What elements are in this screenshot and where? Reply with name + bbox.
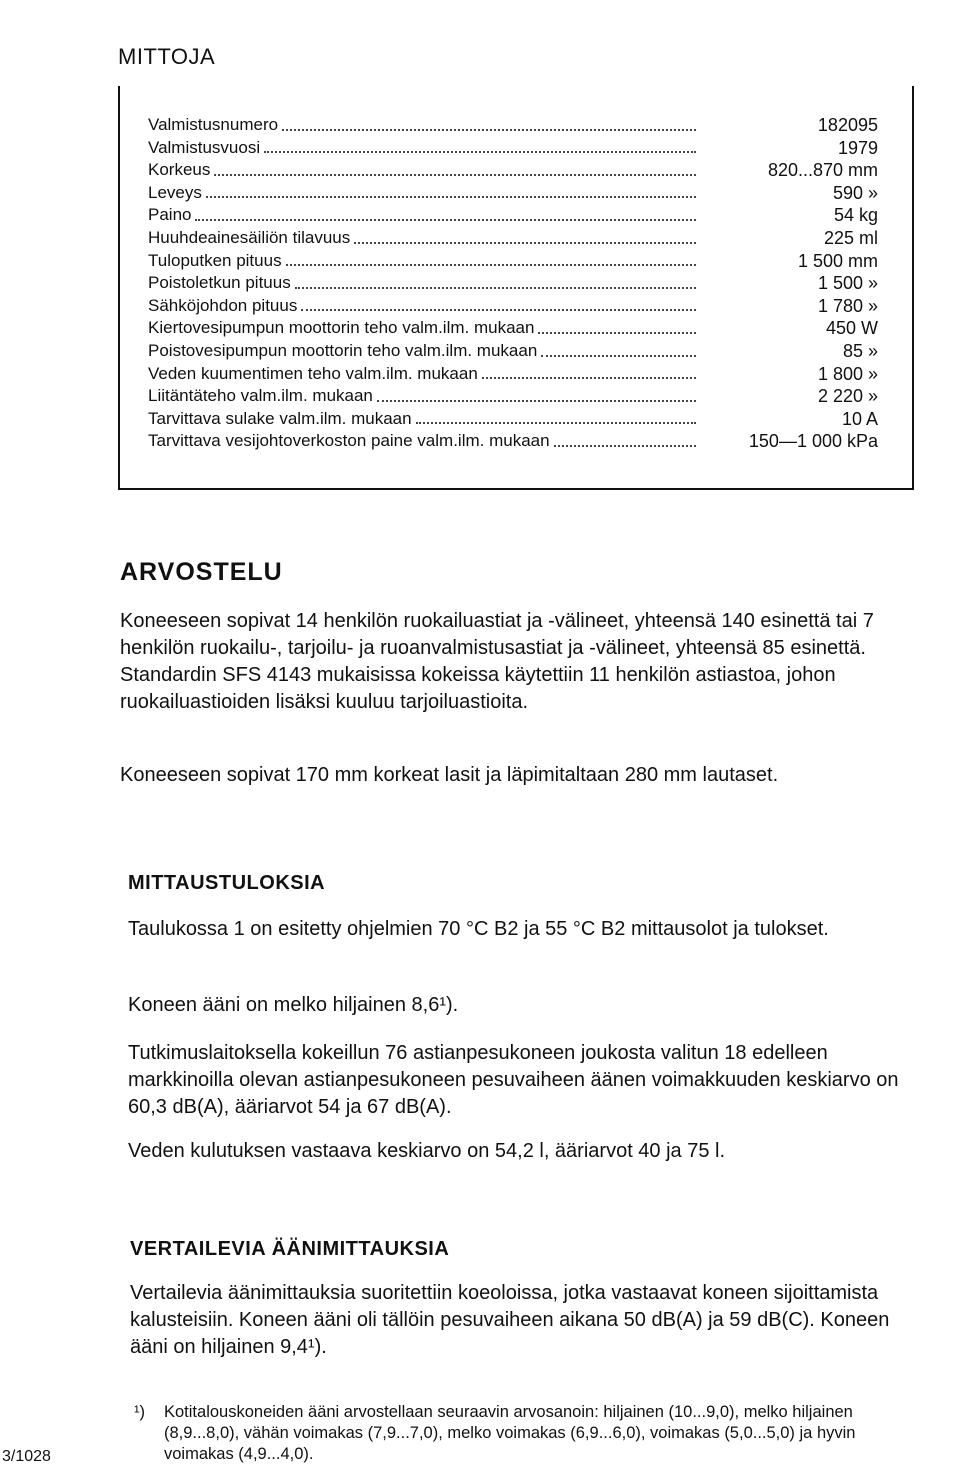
spec-row: [148, 114, 878, 137]
spec-row: [148, 227, 878, 250]
mittaustuloksia-paragraph-2: Koneen ääni on melko hiljainen 8,6¹).: [128, 994, 459, 1016]
spec-value: 2 220 »: [817, 386, 878, 407]
leader-dots: [295, 272, 696, 289]
leader-dots: [538, 317, 696, 334]
spec-row: [148, 182, 878, 205]
footnote-marker: ¹): [134, 1403, 145, 1421]
spec-label: Liitäntäteho valm.ilm. mukaan: [148, 386, 373, 406]
spec-value: 1 500 »: [817, 273, 878, 294]
spec-row: [148, 408, 878, 431]
arvostelu-paragraph-2: Koneeseen sopivat 170 mm korkeat lasit ja läpimitaltaan 280 mm lautaset.: [120, 764, 779, 786]
spec-label: Paino: [148, 205, 192, 225]
spec-row: [148, 295, 878, 318]
spec-value: 1979: [837, 137, 878, 158]
leader-dots: [482, 363, 696, 380]
spec-row: [148, 363, 878, 386]
leader-dots: [195, 204, 696, 221]
spec-label: Valmistusvuosi: [148, 137, 261, 157]
mittaustuloksia-paragraph-3: Tutkimuslaitoksella kokeillun 76 astianpesukoneen joukosta valitun 18 edelleen markkinoilla olevan astianpesukoneen pesuvaiheen äänen voimakkuuden keskiarvo on 60,3 dB(A), ääriarvot 54 ja 67 dB(A).: [128, 1042, 899, 1118]
spec-label: Huuhdeainesäiliön tilavuus: [148, 227, 351, 247]
leader-dots: [554, 430, 696, 447]
vertailevia-paragraph: Vertailevia äänimittauksia suoritettiin koeoloissa, jotka vastaavat koneen sijoittamista kalusteisiin. Koneen ääni oli tällöin pesuvaiheen aikana 50 dB(A) ja 59 dB(C). Koneen ääni on hiljainen 9,4¹).: [130, 1282, 890, 1358]
page-number: 3/1028: [2, 1448, 51, 1465]
spec-row: [148, 272, 878, 295]
leader-dots: [264, 137, 696, 154]
leader-dots: [282, 114, 696, 131]
mittoja-heading: MITTOJA: [118, 44, 216, 69]
spec-row: [148, 159, 878, 182]
spec-row: [148, 317, 878, 340]
spec-value: 1 780 »: [817, 295, 878, 316]
footnote-text: Kotitalouskoneiden ääni arvostellaan seuraavin arvosanoin: hiljainen (10...9,0), melko hiljainen (8,9...8,0), vähän voimakas (7,9...7,0), melko voimakas (6,9...6,0), voimakas (5,0...5,0) ja hyvin voimakas (4,9...4,0).: [164, 1403, 856, 1463]
leader-dots: [206, 182, 696, 199]
spec-label: Tuloputken pituus: [148, 250, 282, 270]
spec-label: Sähköjohdon pituus: [148, 295, 298, 315]
spec-value: 450 W: [825, 318, 878, 339]
spec-label: Kiertovesipumpun moottorin teho valm.ilm. mukaan: [148, 318, 535, 338]
arvostelu-paragraph-1: Koneeseen sopivat 14 henkilön ruokailuastiat ja -välineet, yhteensä 140 esinettä tai 7 henkilön ruokailu-, tarjoilu- ja ruoanvalmistusastiat ja -välineet, yhteensä 85 esinettä. Standardin SFS 4143 mukaisissa kokeissa käytettiin 11 henkilön astiastoa, johon ruokailuastioiden lisäksi kuuluu tarjoiluastioita.: [120, 610, 874, 713]
mittaustuloksia-paragraph-1: Taulukossa 1 on esitetty ohjelmien 70 °C B2 ja 55 °C B2 mittausolot ja tulokset.: [128, 918, 829, 940]
spec-label: Veden kuumentimen teho valm.ilm. mukaan: [148, 363, 478, 383]
mittaustuloksia-paragraph-4: Veden kulutuksen vastaava keskiarvo on 54,2 l, ääriarvot 40 ja 75 l.: [128, 1140, 726, 1162]
spec-value: 182095: [817, 115, 878, 135]
spec-label: Tarvittava sulake valm.ilm. mukaan: [148, 408, 412, 428]
spec-label: Poistoletkun pituus: [148, 273, 291, 293]
leader-dots: [541, 340, 696, 357]
spec-row: [148, 204, 878, 227]
spec-value: 820...870 mm: [767, 160, 878, 181]
leader-dots: [354, 227, 696, 244]
spec-label: Tarvittava vesijohtoverkoston paine valm.ilm. mukaan: [148, 431, 550, 451]
spec-value: 10 A: [841, 408, 878, 429]
leader-dots: [377, 385, 696, 402]
vertailevia-heading: VERTAILEVIA ÄÄNIMITTAUKSIA: [130, 1238, 450, 1260]
leader-dots: [286, 250, 696, 267]
mittaustuloksia-heading: MITTAUSTULOKSIA: [128, 872, 326, 894]
spec-label: Valmistusnumero: [148, 115, 279, 134]
spec-value: 54 kg: [833, 205, 878, 226]
spec-label: Poistovesipumpun moottorin teho valm.ilm. mukaan: [148, 340, 538, 360]
spec-label: Korkeus: [148, 160, 211, 180]
leader-dots: [214, 159, 696, 176]
spec-row: [148, 430, 878, 453]
spec-value: 225 ml: [823, 227, 878, 248]
spec-row: [148, 137, 878, 160]
spec-row: [148, 385, 878, 408]
leader-dots: [416, 408, 696, 425]
spec-value: 85 »: [842, 340, 878, 361]
spec-value: 1 500 mm: [797, 250, 878, 271]
arvostelu-heading: ARVOSTELU: [120, 558, 283, 586]
spec-value: 1 800 »: [817, 363, 878, 384]
spec-row: [148, 250, 878, 273]
spec-row: [148, 340, 878, 363]
spec-value: 150—1 000 kPa: [748, 431, 878, 452]
spec-value: 590 »: [832, 182, 878, 203]
spec-list: [148, 114, 878, 453]
leader-dots: [301, 295, 696, 312]
spec-label: Leveys: [148, 182, 202, 202]
